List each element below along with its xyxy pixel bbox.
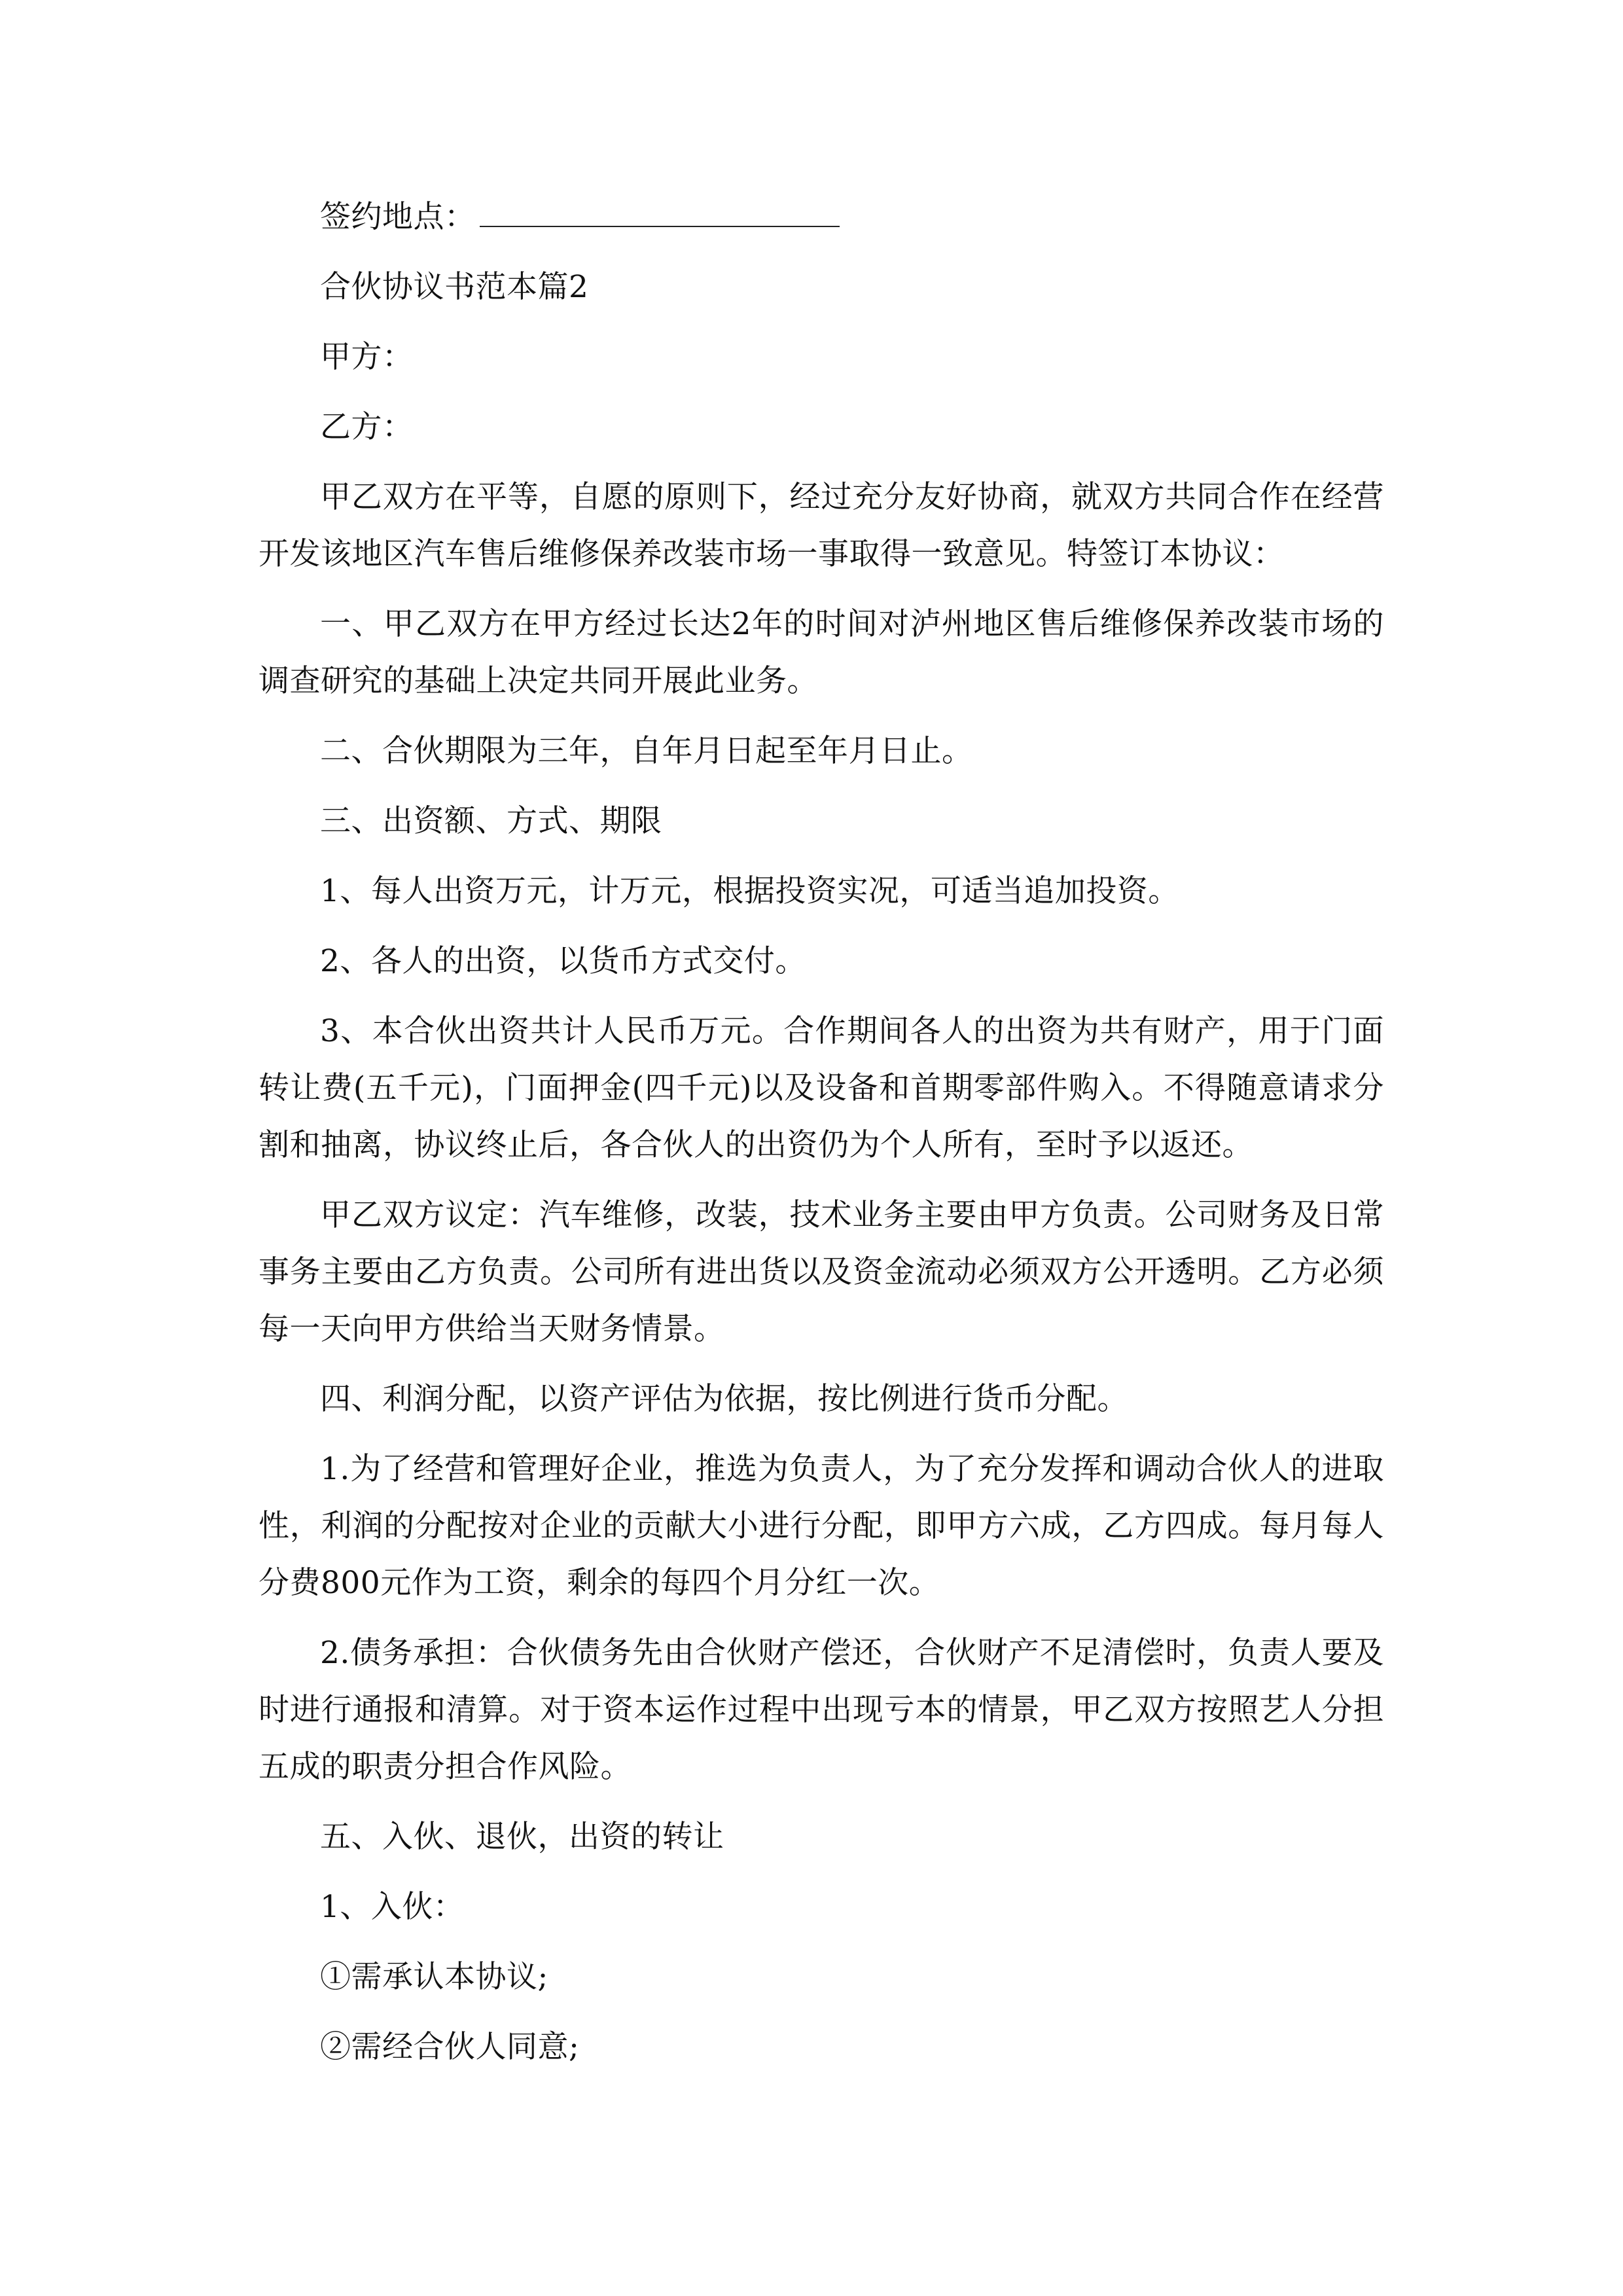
party-a-label: 甲方： bbox=[320, 339, 414, 375]
paragraph: 1、入伙： bbox=[320, 1889, 465, 1925]
party-b-label: 乙方： bbox=[320, 409, 414, 445]
paragraph: 五、入伙、退伙，出资的转让 bbox=[320, 1819, 724, 1855]
sign-place-blank bbox=[480, 200, 840, 227]
paragraph: 二、合伙期限为三年，自年月日起至年月日止。 bbox=[320, 733, 973, 769]
document-body bbox=[259, 188, 1384, 2089]
sign-place-line bbox=[259, 188, 1384, 245]
paragraph: 四、利润分配，以资产评估为依据，按比例进行货币分配。 bbox=[320, 1381, 1128, 1417]
paragraph: 2、各人的出资，以货币方式交付。 bbox=[320, 943, 806, 979]
paragraph: ①需承认本协议; bbox=[320, 1959, 548, 1995]
paragraph: 3、本合伙出资共计人民币万元。合作期间各人的出资为共有财产，用于门面转让费(五千元)，门面押金(四千元)以及设备和首期零部件购入。不得随意请求分割和抽离，协议终止后，各合伙人的出资仍为个人所有，至时予以返还。 bbox=[259, 1013, 1384, 1163]
section-heading: 合伙协议书范本篇2 bbox=[320, 269, 589, 305]
paragraph: 1、每人出资万元，计万元，根据投资实况，可适当追加投资。 bbox=[320, 873, 1179, 909]
paragraph: 1.为了经营和管理好企业，推选为负责人，为了充分发挥和调动合伙人的进取性，利润的分配按对企业的贡献大小进行分配，即甲方六成，乙方四成。每月每人分费800元作为工资，剩余的每四个月分红一次。 bbox=[259, 1451, 1384, 1601]
paragraph: 一、甲乙双方在甲方经过长达2年的时间对泸州地区售后维修保养改装市场的调查研究的基础上决定共同开展此业务。 bbox=[259, 606, 1384, 699]
paragraph: ②需经合伙人同意; bbox=[320, 2029, 580, 2065]
paragraph: 2.债务承担：合伙债务先由合伙财产偿还，合伙财产不足清偿时，负责人要及时进行通报和清算。对于资本运作过程中出现亏本的情景，甲乙双方按照艺人分担五成的职责分担合作风险。 bbox=[259, 1635, 1384, 1785]
paragraph: 甲乙双方议定：汽车维修，改装，技术业务主要由甲方负责。公司财务及日常事务主要由乙方负责。公司所有进出货以及资金流动必须双方公开透明。乙方必须每一天向甲方供给当天财务情景。 bbox=[259, 1197, 1384, 1347]
paragraph: 三、出资额、方式、期限 bbox=[320, 803, 662, 839]
sign-place-label: 签约地点： bbox=[320, 199, 476, 235]
paragraph: 甲乙双方在平等，自愿的原则下，经过充分友好协商，就双方共同合作在经营开发该地区汽车售后维修保养改装市场一事取得一致意见。特签订本协议： bbox=[259, 479, 1384, 572]
